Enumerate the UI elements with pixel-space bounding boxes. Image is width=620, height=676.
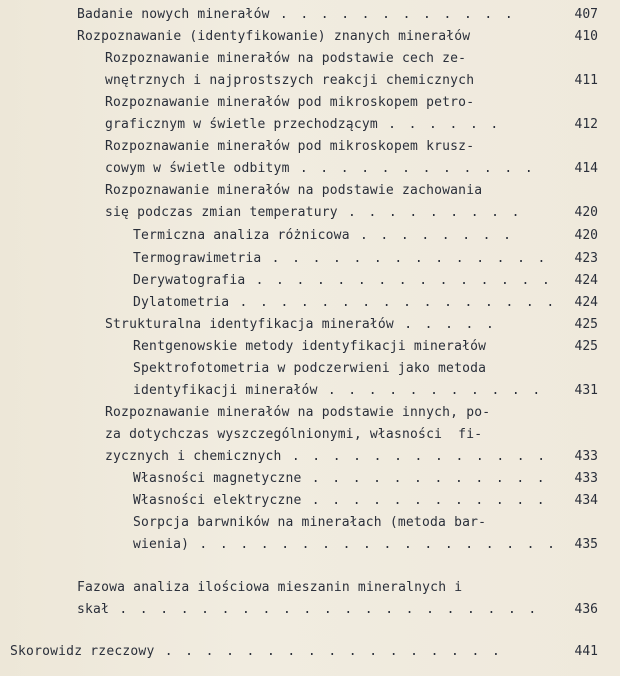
toc-entry	[105, 315, 496, 335]
toc-entry-title: Termograwimetria	[133, 251, 262, 266]
toc-page-number: 412	[574, 117, 598, 132]
toc-entry	[105, 49, 466, 69]
toc-entry-title: Derywatografia	[133, 273, 246, 288]
toc-entry	[77, 27, 470, 47]
toc-entry-title: Sorpcja barwników na minerałach (metoda bar-	[133, 515, 487, 530]
toc-entry	[105, 71, 474, 91]
toc-entry	[133, 337, 486, 357]
toc-entry	[77, 5, 515, 25]
toc-entry-title: Rentgenowskie metody identyfikacji minerałów	[133, 339, 487, 354]
toc-dot-leader: . . . . . . . . . . .	[317, 383, 543, 398]
toc-entry-title: cowym w świetle odbitym	[105, 161, 290, 176]
toc-entry	[10, 642, 502, 662]
toc-entry	[105, 181, 482, 201]
toc-entry-title: Dylatometria	[133, 295, 230, 310]
toc-entry-title: Rozpoznawanie minerałów pod mikroskopem krusz-	[105, 139, 475, 154]
toc-page-number: 420	[574, 228, 598, 243]
toc-entry-title: Rozpoznawanie (identyfikowanie) znanych minerałów	[77, 29, 471, 44]
toc-entry-title: graficznym w świetle przechodzącym	[105, 117, 378, 132]
toc-entry-title: Termiczna analiza różnicowa	[133, 228, 350, 243]
toc-page-number: 423	[574, 251, 598, 266]
toc-page-number: 424	[574, 273, 598, 288]
toc-entry-title: Rozpoznawanie minerałów na podstawie cech ze-	[105, 51, 467, 66]
toc-page-number: 420	[574, 205, 598, 220]
toc-entry	[77, 600, 539, 620]
toc-page-number: 436	[574, 602, 598, 617]
toc-entry-title: się podczas zmian temperatury	[105, 205, 338, 220]
toc-entry	[105, 403, 490, 423]
toc-entry	[133, 513, 486, 533]
toc-entry	[133, 469, 547, 489]
toc-entry	[105, 137, 474, 157]
toc-entry-title: Własności magnetyczne	[133, 471, 302, 486]
toc-dot-leader: . . . . . . . . . . . . . . . . . . . . .	[109, 602, 539, 617]
toc-entry-title: wienia)	[133, 537, 190, 552]
toc-entry-title: za dotychczas wyszczególnionymi, własności fi-	[105, 427, 483, 442]
toc-dot-leader: . . . . . .	[377, 117, 501, 132]
toc-entry-title: Rozpoznawanie minerałów pod mikroskopem petro-	[105, 95, 475, 110]
toc-dot-leader: . . . . . . . . . . . .	[301, 471, 548, 486]
toc-dot-leader: . . . . . . . . . . . . . . . .	[229, 295, 557, 310]
toc-entry-title: wnętrznych i najprostszych reakcji chemicznych	[105, 73, 475, 88]
toc-entry-title: Rozpoznawanie minerałów na podstawie zachowania	[105, 183, 483, 198]
toc-entry	[133, 271, 552, 291]
toc-page-number: 424	[574, 295, 598, 310]
toc-entry	[133, 491, 547, 511]
toc-entry	[133, 359, 486, 379]
toc-entry	[77, 578, 462, 598]
toc-page-number: 441	[574, 644, 598, 659]
toc-page-number: 433	[574, 471, 598, 486]
toc-page-number: 410	[574, 29, 598, 44]
toc-dot-leader: . . . . . . . . . . . .	[301, 493, 548, 508]
toc-entry	[105, 115, 501, 135]
toc-entry	[133, 381, 543, 401]
toc-page-number: 407	[574, 7, 598, 22]
toc-page-number: 425	[574, 317, 598, 332]
toc-entry	[105, 447, 548, 467]
toc-dot-leader: . . . . .	[393, 317, 497, 332]
toc-entry-title: Strukturalna identyfikacja minerałów	[105, 317, 394, 332]
toc-entry	[133, 293, 557, 313]
toc-dot-leader: . . . . . . . . .	[337, 205, 522, 220]
toc-page-number: 435	[574, 537, 598, 552]
toc-entry	[105, 159, 535, 179]
toc-entry-title: identyfikacji minerałów	[133, 383, 318, 398]
toc-dot-leader: . . . . . . . . . . . . . . .	[245, 273, 553, 288]
toc-entry-title: Fazowa analiza ilościowa mieszanin mineralnych i	[77, 580, 463, 595]
toc-entry-title: Badanie nowych minerałów	[77, 7, 270, 22]
toc-entry-title: Spektrofotometria w podczerwieni jako metoda	[133, 361, 487, 376]
toc-entry-title: Własności elektryczne	[133, 493, 302, 508]
toc-page-number: 414	[574, 161, 598, 176]
toc-entry	[105, 425, 482, 445]
toc-entry	[133, 249, 548, 269]
toc-entry-title: skał	[77, 602, 110, 617]
toc-dot-leader: . . . . . . . . . . . .	[269, 7, 516, 22]
toc-page-number: 425	[574, 339, 598, 354]
toc-page-number: 431	[574, 383, 598, 398]
toc-entry-title: Skorowidz rzeczowy	[10, 644, 155, 659]
toc-entry	[133, 535, 557, 555]
toc-dot-leader: . . . . . . . . . . . . .	[281, 449, 548, 464]
toc-entry-title: Rozpoznawanie minerałów na podstawie innych, po-	[105, 405, 491, 420]
toc-dot-leader: . . . . . . . . . . . .	[289, 161, 536, 176]
toc-dot-leader: . . . . . . . . . . . . . .	[261, 251, 548, 266]
toc-page-number: 411	[574, 73, 598, 88]
toc-entry	[133, 226, 513, 246]
toc-dot-leader: . . . . . . . . . . . . . . . . . .	[189, 537, 558, 552]
toc-entry-title: zycznych i chemicznych	[105, 449, 282, 464]
toc-page-number: 434	[574, 493, 598, 508]
toc-page-number: 433	[574, 449, 598, 464]
toc-dot-leader: . . . . . . . .	[349, 228, 514, 243]
toc-entry	[105, 93, 474, 113]
toc-entry	[105, 203, 522, 223]
toc-dot-leader: . . . . . . . . . . . . . . . . .	[154, 644, 503, 659]
